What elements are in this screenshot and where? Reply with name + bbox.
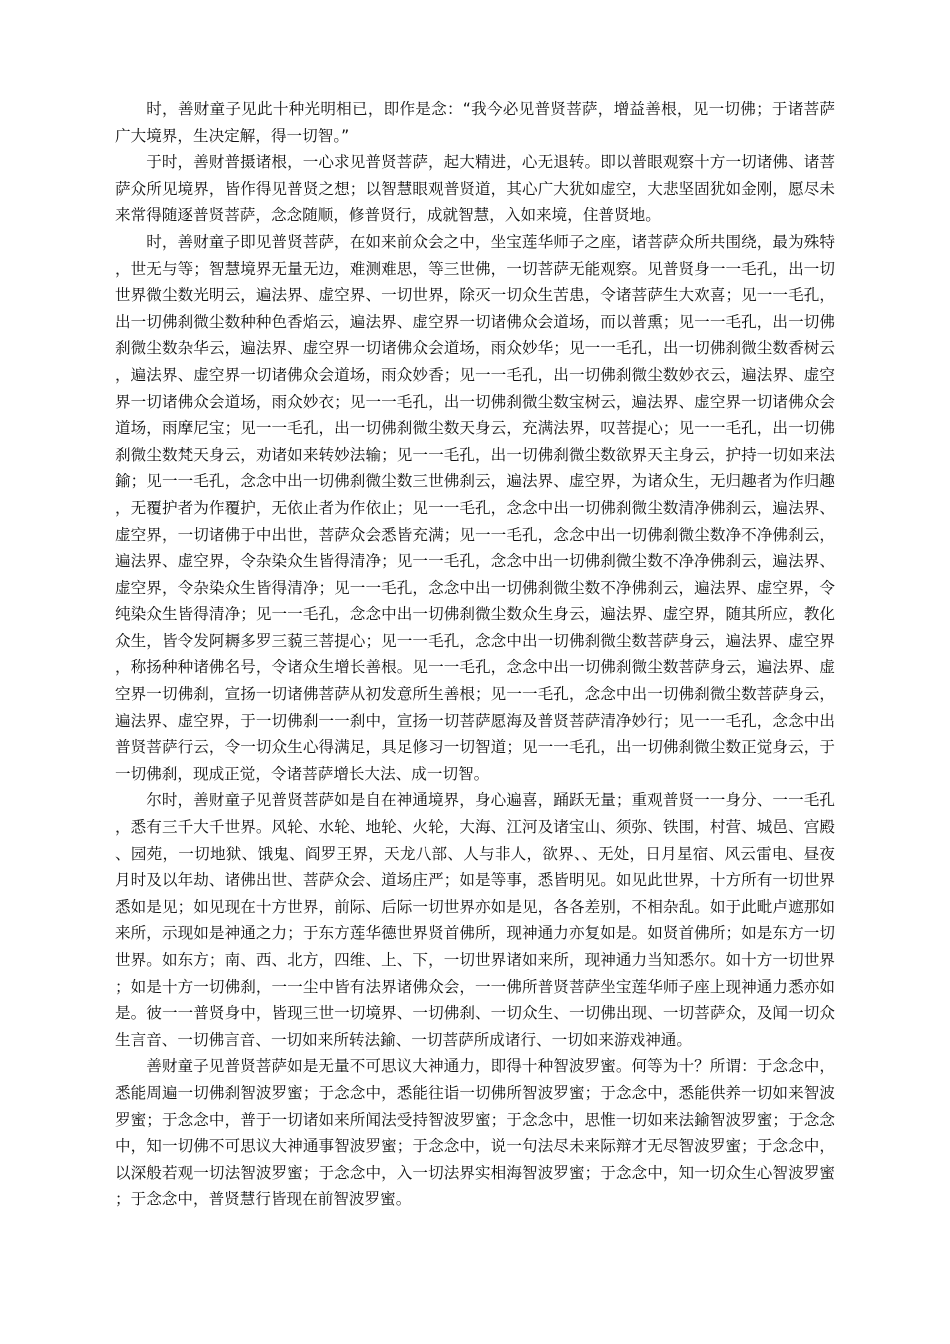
- paragraph-2: 于时，善财普摄诸根，一心求见普贤菩萨，起大精进，心无退转。即以普眼观察十方一切诸佛、诸菩萨众所见境界，皆作得见普贤之想；以智慧眼观普贤道，其心广大犹如虚空，大悲坚固犹如金刚，愿尽未来常得随逐普贤菩萨，念念随顺，修普贤行，成就智慧，入如来境，住普贤地。: [115, 153, 835, 225]
- paragraph-5: 善财童子见普贤菩萨如是无量不可思议大神通力，即得十种智波罗蜜。何等为十？所谓：于念念中，悉能周遍一切佛刹智波罗蜜；于念念中，悉能往诣一切佛所智波罗蜜；于念念中，悉能供养一切如来智波罗蜜；于念念中，普于一切诸如来所闻法受持智波罗蜜；于念念中，思惟一切如来法鍮智波罗蜜；于念念中，知一切佛不可思议大神通事智波罗蜜；于念念中，说一句法尽未来际辩才无尽智波罗蜜；于念念中，以深般若观一切法智波罗蜜；于念念中，入一切法界实相海智波罗蜜；于念念中，知一切众生心智波罗蜜；于念念中，普贤慧行皆现在前智波罗蜜。: [115, 1057, 835, 1209]
- paragraph-3: 时，善财童子即见普贤菩萨，在如来前众会之中，坐宝莲华师子之座，诸菩萨众所共围绕，最为殊特，世无与等；智慧境界无量无边，难测难思，等三世佛，一切菩萨无能观察。见普贤身一一毛孔，出一切世界微尘数光明云，遍法界、虚空界、一切世界，除灭一切众生苦患，令诸菩萨生大欢喜；见一一毛孔，出一切佛刹微尘数种种色香焰云，遍法界、虚空界一切诸佛众会道场，而以普熏；见一一毛孔，出一切佛刹微尘数杂华云，遍法界、虚空界一切诸佛众会道场，雨众妙华；见一一毛孔，出一切佛刹微尘数香树云，遍法界、虚空界一切诸佛众会道场，雨众妙香；见一一毛孔，出一切佛刹微尘数妙衣云，遍法界、虚空界一切诸佛众会道场，雨众妙衣；见一一毛孔，出一切佛刹微尘数宝树云，遍法界、虚空界一切诸佛众会道场，雨摩尼宝；见一一毛孔，出一切佛刹微尘数天身云，充满法界，叹菩提心；见一一毛孔，出一切佛刹微尘数梵天身云，劝诸如来转妙法输；见一一毛孔，出一切佛刹微尘数欲界天主身云，护持一切如来法鍮；见一一毛孔，念念中出一切佛刹微尘数三世佛刹云，遍法界、虚空界，为诸众生，无归趣者为作归趣，无覆护者为作覆护，无依止者为作依止；见一一毛孔，念念中出一切佛刹微尘数清净佛刹云，遍法界、虚空界，一切诸佛于中出世，菩萨众会悉皆充满；见一一毛孔，念念中出一切佛刹微尘数净不净佛刹云，遍法界、虚空界，令杂染众生皆得清净；见一一毛孔，念念中出一切佛刹微尘数不净净佛刹云，遍法界、虚空界，令杂染众生皆得清净；见一一毛孔，念念中出一切佛刹微尘数不净佛刹云，遍法界、虚空界，令纯染众生皆得清净；见一一毛孔，念念中出一切佛刹微尘数众生身云，遍法界、虚空界，随其所应，教化众生，皆令发阿耨多罗三藐三菩提心；见一一毛孔，念念中出一切佛刹微尘数菩萨身云，遍法界、虚空界，称扬种种诸佛名号，令诸众生增长善根。见一一毛孔，念念中出一切佛刹微尘数菩萨身云，遍法界、虚空界一切佛刹，宣扬一切诸佛菩萨从初发意所生善根；见一一毛孔，念念中出一切佛刹微尘数菩萨身云，遍法界、虚空界，于一切佛刹一一刹中，宣扬一切菩萨愿海及普贤菩萨清净妙行；见一一毛孔，念念中出普贤菩萨行云，令一切众生心得满足，具足修习一切智道；见一一毛孔，出一切佛刹微尘数正觉身云，于一切佛刹，现成正觉，令诸菩萨增长大法、成一切智。: [115, 232, 835, 783]
- document-body: [115, 96, 835, 1213]
- paragraph-4: 尔时，善财童子见普贤菩萨如是自在神通境界，身心遍喜，踊跃无量；重观普贤一一身分、一一毛孔，悉有三千大千世界。风轮、水轮、地轮、火轮，大海、江河及诸宝山、须弥、铁围，村营、城邑、宫殿、园苑，一切地狱、饿鬼、阎罗王界，天龙八部、人与非人，欲界、、无处，日月星宿、风云雷电、昼夜月时及以年劫、诸佛出世、菩萨众会、道场庄严；如是等事，悉皆明见。如见此世界，十方所有一切世界悉如是见；如见现在十方世界，前际、后际一切世界亦如是见，各各差别，不相杂乱。如于此毗卢遮那如来所，示现如是神通之力；于东方莲华德世界贤首佛所，现神通力亦复如是。如贤首佛所；如是东方一切世界。如东方；南、西、北方，四维、上、下，一切世界诸如来所，现神通力当知悉尔。如十方一切世界；如是十方一切佛刹，一一尘中皆有法界诸佛众会，一一佛所普贤菩萨坐宝莲华师子座上现神通力悉亦如是。彼一一普贤身中，皆现三世一切境界、一切佛刹、一切众生、一切佛出现、一切菩萨众，及闻一切众生言音、一切佛言音、一切如来所转法鍮、一切菩萨所成诸行、一切如来游戏神通。: [115, 791, 835, 1049]
- paragraph-1: 时，善财童子见此十种光明相已，即作是念：“我今必见普贤菩萨，增益善根，见一切佛；于诸菩萨广大境界，生决定解，得一切智。”: [115, 100, 835, 145]
